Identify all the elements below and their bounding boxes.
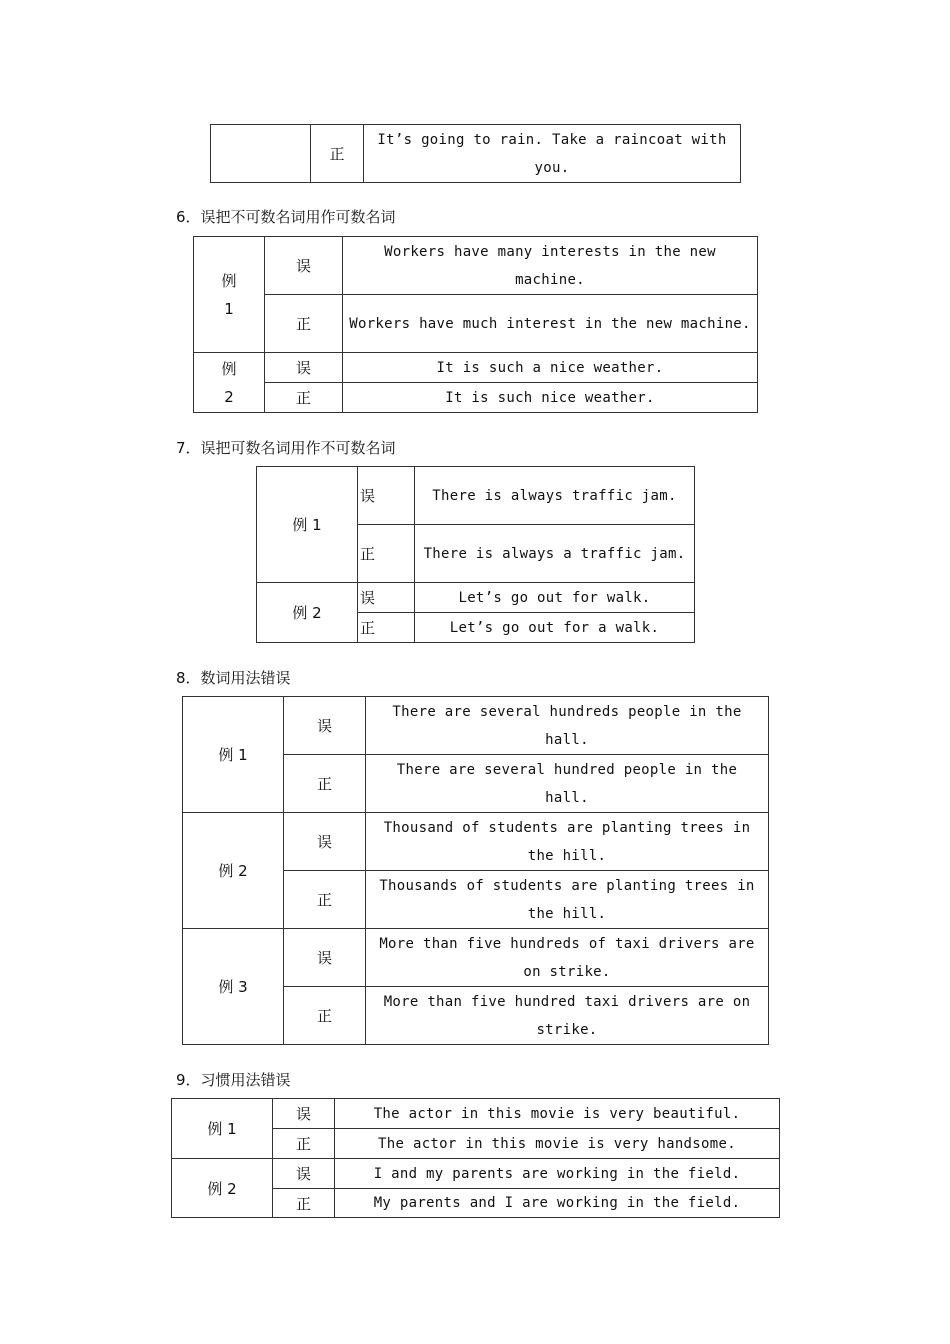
right-mark: 正 <box>358 525 415 583</box>
wrong-mark: 误 <box>265 237 343 295</box>
section5-tail-table <box>210 124 741 183</box>
right-sentence: There is always a traffic jam. <box>415 525 695 583</box>
right-mark: 正 <box>265 295 343 353</box>
example-label: 例 2 <box>183 813 284 929</box>
example-label: 例 1 <box>183 697 284 813</box>
section9-title: 9．习惯用法错误 <box>176 1071 291 1089</box>
wrong-sentence: There is always traffic jam. <box>415 467 695 525</box>
right-sentence: My parents and I are working in the field. <box>335 1189 780 1218</box>
right-sentence: It’s going to rain. Take a raincoat with you. <box>364 125 741 183</box>
empty-label-cell <box>211 125 311 183</box>
wrong-mark: 误 <box>273 1159 335 1189</box>
wrong-sentence: More than five hundreds of taxi drivers are on strike. <box>366 929 769 987</box>
right-sentence: More than five hundred taxi drivers are on strike. <box>366 987 769 1045</box>
right-mark: 正 <box>358 613 415 643</box>
wrong-sentence: I and my parents are working in the field. <box>335 1159 780 1189</box>
example-label: 例 2 <box>194 353 265 413</box>
right-sentence: Let’s go out for a walk. <box>415 613 695 643</box>
wrong-mark: 误 <box>273 1099 335 1129</box>
right-mark: 正 <box>273 1189 335 1218</box>
wrong-mark: 误 <box>284 697 366 755</box>
right-sentence: It is such nice weather. <box>343 383 758 413</box>
section6-title: 6．误把不可数名词用作可数名词 <box>176 208 396 226</box>
section8-table <box>182 696 769 1045</box>
wrong-sentence: Let’s go out for walk. <box>415 583 695 613</box>
section7-table <box>256 466 695 643</box>
right-mark: 正 <box>265 383 343 413</box>
wrong-sentence: The actor in this movie is very beautiful. <box>335 1099 780 1129</box>
wrong-sentence: There are several hundreds people in the hall. <box>366 697 769 755</box>
wrong-mark: 误 <box>284 813 366 871</box>
section8-title: 8．数词用法错误 <box>176 669 291 687</box>
right-sentence: The actor in this movie is very handsome. <box>335 1129 780 1159</box>
example-label: 例 2 <box>257 583 358 643</box>
wrong-sentence: Workers have many interests in the new machine. <box>343 237 758 295</box>
right-sentence: Thousands of students are planting trees in the hill. <box>366 871 769 929</box>
section9-table <box>171 1098 780 1218</box>
example-label: 例 1 <box>194 237 265 353</box>
example-label: 例 1 <box>257 467 358 583</box>
example-label: 例 3 <box>183 929 284 1045</box>
wrong-mark: 误 <box>358 583 415 613</box>
right-sentence: There are several hundred people in the hall. <box>366 755 769 813</box>
wrong-mark: 误 <box>358 467 415 525</box>
wrong-mark: 误 <box>265 353 343 383</box>
right-mark: 正 <box>311 125 364 183</box>
section7-title: 7．误把可数名词用作不可数名词 <box>176 439 396 457</box>
right-mark: 正 <box>284 755 366 813</box>
wrong-sentence: It is such a nice weather. <box>343 353 758 383</box>
right-sentence: Workers have much interest in the new machine. <box>343 295 758 353</box>
wrong-sentence: Thousand of students are planting trees in the hill. <box>366 813 769 871</box>
section6-table <box>193 236 758 413</box>
right-mark: 正 <box>284 871 366 929</box>
wrong-mark: 误 <box>284 929 366 987</box>
right-mark: 正 <box>284 987 366 1045</box>
example-label: 例 2 <box>172 1159 273 1218</box>
right-mark: 正 <box>273 1129 335 1159</box>
example-label: 例 1 <box>172 1099 273 1159</box>
